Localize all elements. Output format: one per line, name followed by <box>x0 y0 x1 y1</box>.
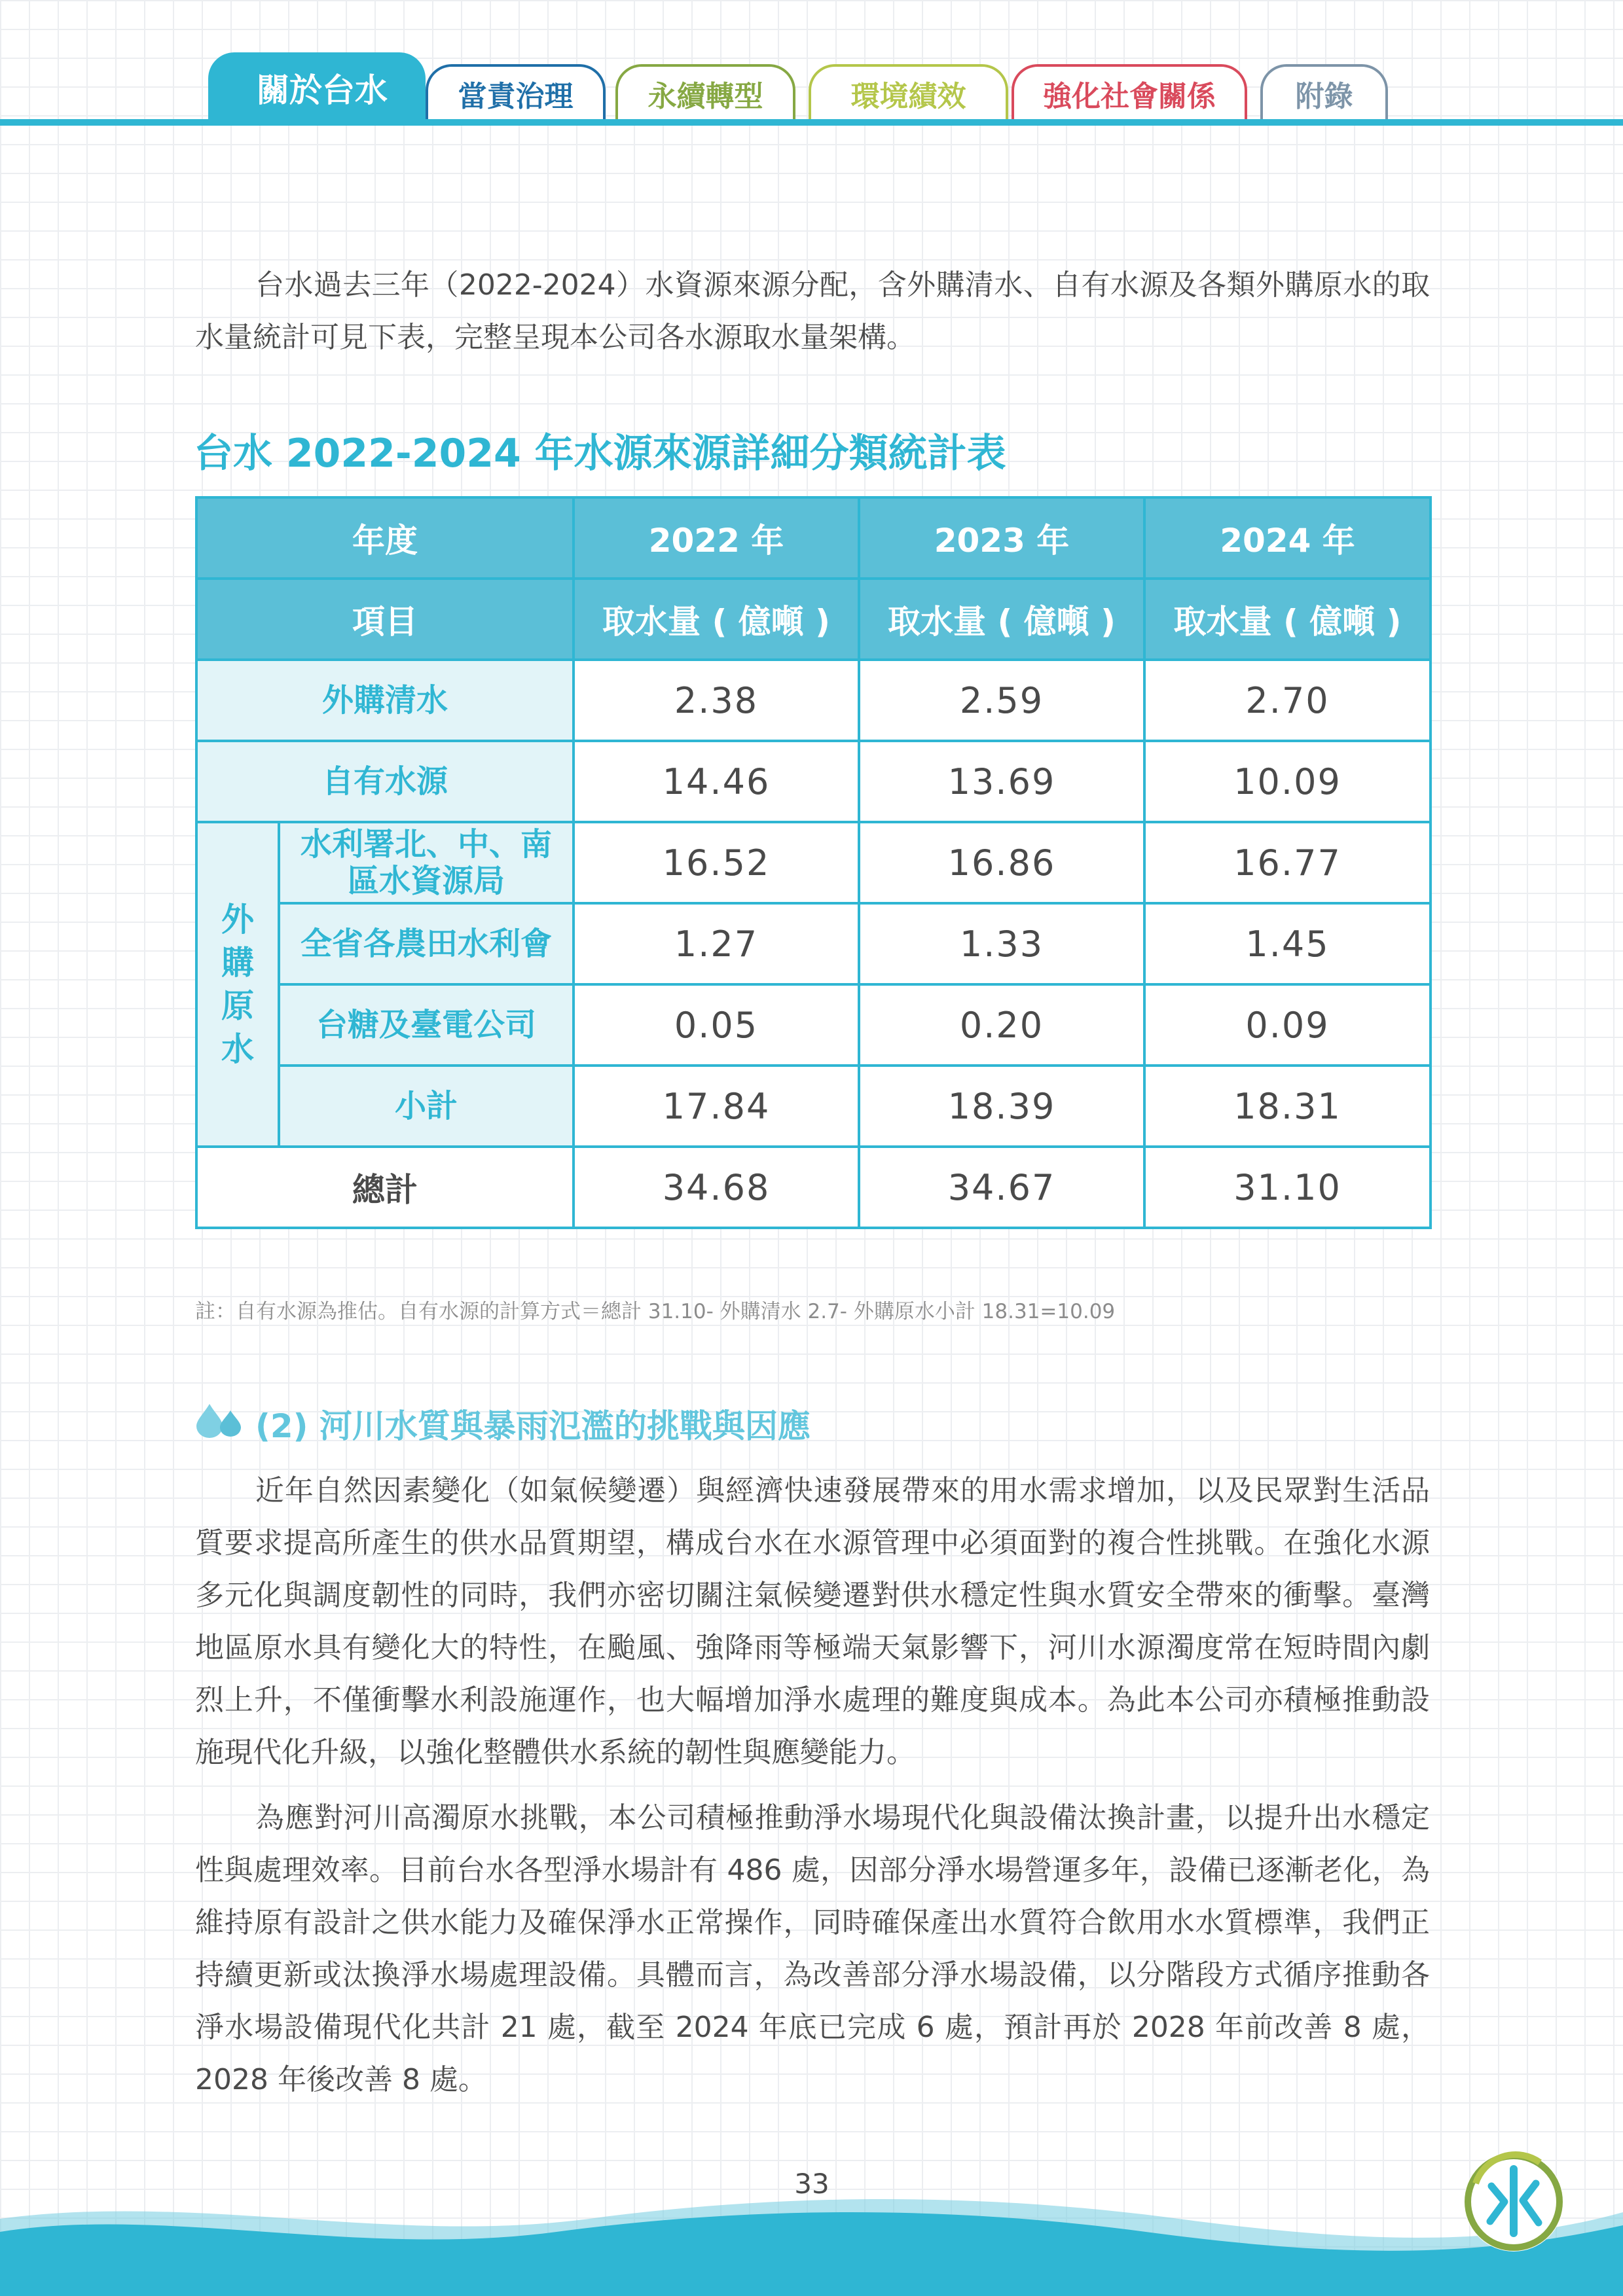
unit-header: 取水量 ( 億噸 ) <box>859 579 1144 660</box>
unit-header-row <box>196 579 1431 660</box>
value-cell: 31.10 <box>1144 1147 1431 1228</box>
value-cell: 18.31 <box>1144 1066 1431 1147</box>
value-cell: 16.52 <box>574 822 859 903</box>
unit-header: 取水量 ( 億噸 ) <box>1144 579 1431 660</box>
tab-environment[interactable]: 環境績效 <box>809 64 1008 120</box>
value-cell: 0.20 <box>859 984 1144 1066</box>
table-row-wra <box>196 822 1431 903</box>
year-header-2024: 2024 年 <box>1144 497 1431 579</box>
value-cell: 2.70 <box>1144 660 1431 741</box>
tab-about[interactable]: 關於台水 <box>208 52 426 120</box>
water-source-table <box>195 496 1432 1229</box>
table-row-irrigation <box>196 903 1431 984</box>
tab-appendix[interactable]: 附錄 <box>1260 64 1388 120</box>
year-header-label: 年度 <box>196 497 574 579</box>
unit-header: 取水量 ( 億噸 ) <box>574 579 859 660</box>
tab-underline <box>0 119 1623 126</box>
row-label: 全省各農田水利會 <box>279 903 574 984</box>
raw-water-group-label: 外 購 原 水 <box>196 822 279 1147</box>
table-row-sugar-power <box>196 984 1431 1066</box>
value-cell: 17.84 <box>574 1066 859 1147</box>
year-header-row <box>196 497 1431 579</box>
row-label: 水利署北、中、南 區水資源局 <box>279 822 574 903</box>
page-number: 33 <box>794 2168 830 2200</box>
table-title: 台水 2022-2024 年水源來源詳細分類統計表 <box>194 431 1006 476</box>
row-label: 小計 <box>279 1066 574 1147</box>
section-heading-text: (2) 河川水質與暴雨氾濫的挑戰與因應 <box>255 1407 811 1445</box>
row-label: 外購清水 <box>196 660 574 741</box>
row-label: 台糖及臺電公司 <box>279 984 574 1066</box>
table-row-purchased-clean <box>196 660 1431 741</box>
section-heading <box>194 1401 811 1446</box>
tab-social[interactable]: 強化社會關係 <box>1012 64 1247 120</box>
value-cell: 34.68 <box>574 1147 859 1228</box>
table-row-own-source <box>196 741 1431 822</box>
value-cell: 16.86 <box>859 822 1144 903</box>
value-cell: 16.77 <box>1144 822 1431 903</box>
row-label: 自有水源 <box>196 741 574 822</box>
value-cell: 1.45 <box>1144 903 1431 984</box>
table-row-total <box>196 1147 1431 1228</box>
body-paragraph: 近年自然因素變化（如氣候變遷）與經濟快速發展帶來的用水需求增加，以及民眾對生活品質要求提高所產生的供水品質期望，構成台水在水源管理中必須面對的複合性挑戰。在強化水源多元化與調度韌性的同時，我們亦密切關注氣候變遷對供水穩定性與水質安全帶來的衝擊。臺灣地區原水具有變化大的特性，在颱風、強降雨等極端天氣影響下，河川水源濁度常在短時間內劇烈上升，不僅衝擊水利設施運作，也大幅增加淨水處理的難度與成本。為此本公司亦積極推動設施現代化升級，以強化整體供水系統的韌性與應變能力。 <box>195 1474 1430 1769</box>
value-cell: 13.69 <box>859 741 1144 822</box>
tab-sustainability[interactable]: 永續轉型 <box>615 64 795 120</box>
value-cell: 14.46 <box>574 741 859 822</box>
item-header-label: 項目 <box>196 579 574 660</box>
row-label: 總計 <box>196 1147 574 1228</box>
value-cell: 10.09 <box>1144 741 1431 822</box>
year-header-2023: 2023 年 <box>859 497 1144 579</box>
footer-wave <box>0 2193 1623 2296</box>
value-cell: 0.05 <box>574 984 859 1066</box>
taiwan-water-logo-icon <box>1461 2149 1566 2254</box>
value-cell: 0.09 <box>1144 984 1431 1066</box>
table-row-subtotal <box>196 1066 1431 1147</box>
water-drops-icon <box>194 1401 245 1446</box>
section-tab-bar <box>0 0 1623 131</box>
table-note: 註：自有水源為推估。自有水源的計算方式＝總計 31.10- 外購清水 2.7- 外購原水小計 18.31=10.09 <box>195 1300 1116 1323</box>
value-cell: 1.33 <box>859 903 1144 984</box>
year-header-2022: 2022 年 <box>574 497 859 579</box>
intro-paragraph: 台水過去三年（2022-2024）水資源來源分配，含外購清水、自有水源及各類外購原水的取水量統計可見下表，完整呈現本公司各水源取水量架構。 <box>195 268 1430 354</box>
value-cell: 2.59 <box>859 660 1144 741</box>
body-paragraph: 為應對河川高濁原水挑戰，本公司積極推動淨水場現代化與設備汰換計畫，以提升出水穩定性與處理效率。目前台水各型淨水場計有 486 處，因部分淨水場營運多年，設備已逐漸老化，為維持原有設計之供水能力及確保淨水正常操作，同時確保產出水質符合飲用水水質標準，我們正持續更新或汰換淨水場處理設備。具體而言，為改善部分淨水場設備，以分階段方式循序推動各淨水場設備現代化共計 21 處，截至 2024 年底已完成 6 處，預計再於 2028 年前改善 8 處，2028 年後改善 8 處。 <box>195 1801 1430 2096</box>
value-cell: 18.39 <box>859 1066 1144 1147</box>
value-cell: 2.38 <box>574 660 859 741</box>
tab-governance[interactable]: 當責治理 <box>426 64 606 120</box>
value-cell: 34.67 <box>859 1147 1144 1228</box>
value-cell: 1.27 <box>574 903 859 984</box>
